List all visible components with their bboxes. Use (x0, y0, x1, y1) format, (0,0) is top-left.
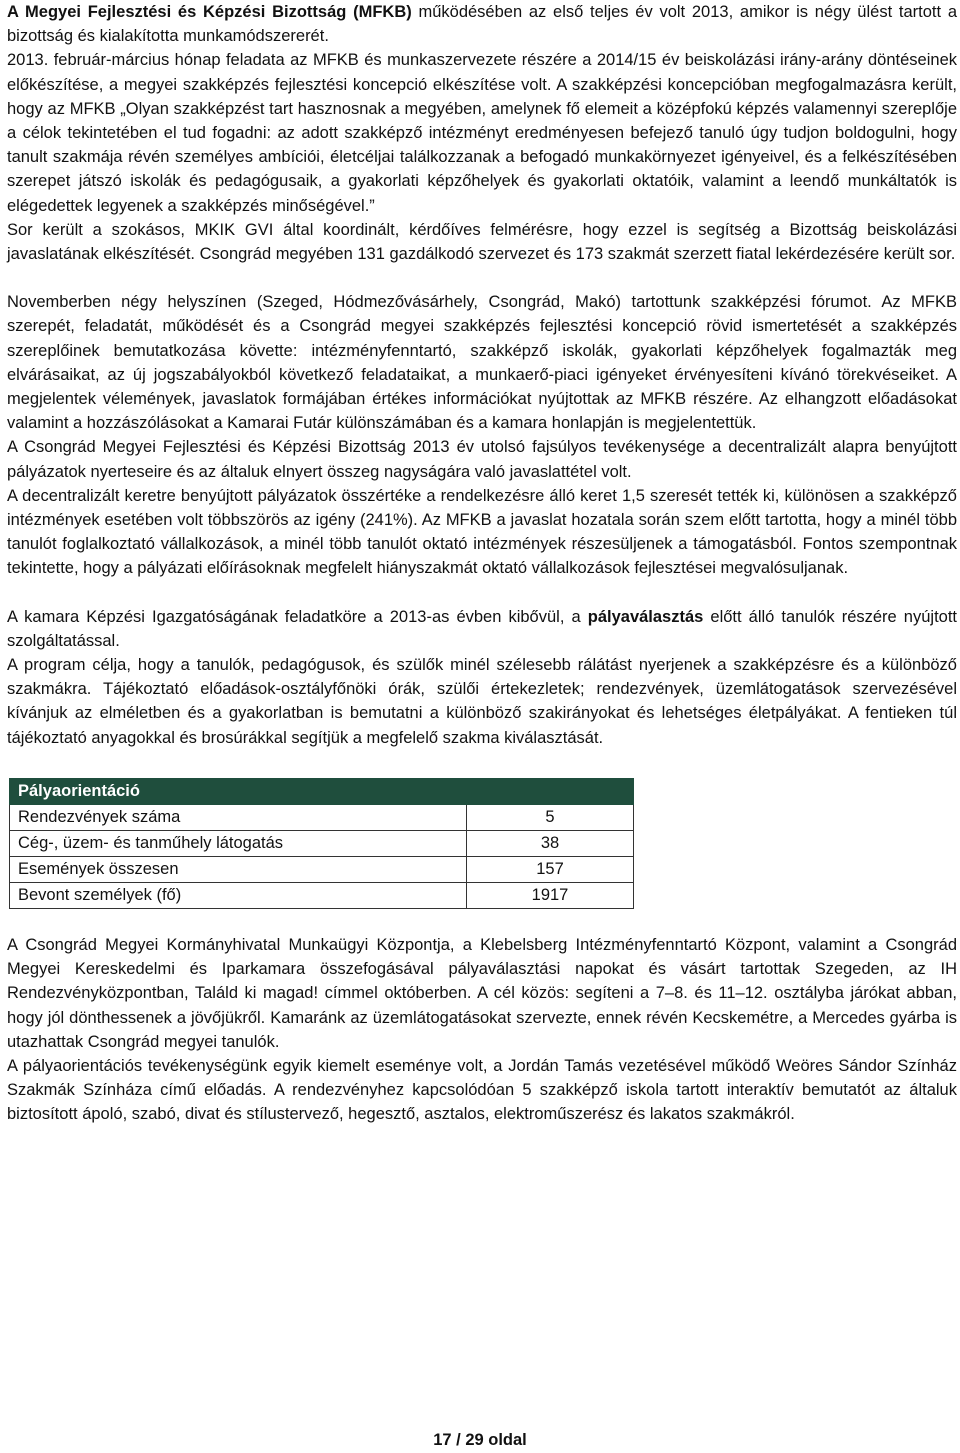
table-row-value: 5 (467, 804, 634, 830)
theatre-event-paragraph: A pályaorientációs tevékenységünk egyik kiemelt eseménye volt, a Jordán Tamás vezetésével működő Weöres Sándor Színház Szakmák Színháza című előadás. A rendezvényhez kapcsolódóan 5 szakképző iskola tartott interaktív bemutatót az általuk biztosított ápoló, szabó, divat és stílustervező, hegesztő, asztalos, elektroműszerész és lakatos szakmákról. (7, 1056, 957, 1124)
document-page (7, 0, 957, 1127)
table-row (10, 882, 634, 908)
survey-paragraph: Sor került a szokásos, MKIK GVI által koordinált, kérdőíves felmérésre, hogy ezzel is segítség a Bizottság beiskolázási javaslatának elkészítését. Csongrád megyében 131 gazdálkodó szervezet és 173 szakmát szerzett fiatal lekérdezésére került sor. (7, 220, 957, 264)
table-row-value: 1917 (467, 882, 634, 908)
career-guidance-bold: pályaválasztás (587, 607, 704, 626)
table-header: Pályaorientáció (10, 778, 634, 804)
table-row (10, 830, 634, 856)
intro-bold-text: A Megyei Fejlesztési és Képzési Bizottság (MFKB) (7, 3, 412, 21)
table-row-label: Bevont személyek (fő) (10, 882, 467, 908)
table-row (10, 856, 634, 882)
forum-paragraph: Novemberben négy helyszínen (Szeged, Hódmezővásárhely, Csongrád, Makó) tartottunk szakképzési fórumot. Az MFKB szerepét, feladatát, működését és a Csongrád megyei szakképzés fejlesztési koncepció rövid ismertetését a szakképzés szereplőinek bemutatkozása követte: intézményfenntartó, szakképző iskolák, gyakorlati képzőhelyek fogalmazták meg elvárásaikat, az új jogszabályokból következő feladataikat, a munkaerő-piaci igényeket érvényesíteni kívánó törekvéseiket. A megjelentek vélemények, javaslatok formájában értékes információkat nyújtottak az MFKB részére. Az elhangzott előadásokat valamint a hozzászólásokat a Kamarai Futár különszámában és a kamara honlapján is megjelentettük. (7, 293, 957, 433)
table-row (10, 804, 634, 830)
decentralized-fund-paragraph: A Csongrád Megyei Fejlesztési és Képzési Bizottság 2013 év utolsó fajsúlyos tevékenysége a decentralizált alapra benyújtott pályázatok nyerteseire és az általuk elnyert összeg nagyságára való javaslattétel volt. (7, 438, 957, 481)
table-row-label: Események összesen (10, 856, 467, 882)
career-days-paragraph: A Csongrád Megyei Kormányhivatal Munkaügyi Központja, a Klebelsberg Intézményfenntartó Központ, valamint a Csongrád Megyei Kereskedelmi és Iparkamara összefogásával pályaválasztási napokat és vásárt tartottak Szegeden, az IH Rendezvényközpontban, Találd ki magad! címmel októberben. A cél közös: segíteni a 7–8. és 11–12. osztályba járókat abban, hogy jól dönthessenek a jövőjükről. Kamaránk az üzemlátogatásokat szervezte, ennek révén Kecskemétre, a Mercedes gyárba is utazhattak Csongrád megyei tanulók. (7, 935, 957, 1051)
table-row-value: 38 (467, 830, 634, 856)
table-header-row (10, 778, 634, 804)
program-goal-paragraph: A program célja, hogy a tanulók, pedagógusok, és szülők minél szélesebb rálátást nyerjenek a szakképzésre és a különböző szakmákra. Tájékoztató előadások-osztályfőnöki órák, szülői értekezletek; rendezvények, üzemlátogatások szervezésével kívánjuk az elméletben és a gyakorlatban is bemutatni a különböző szakirányokat és lehetséges életpályákat. A fentieken túl tájékoztató anyagokkal és brosúrákkal segítjük a megfelelő szakma kiválasztását. (7, 656, 957, 747)
table-row-label: Rendezvények száma (10, 804, 467, 830)
career-guidance-text-post: előtt álló tanulók részére nyújtott szolgáltatással. (7, 607, 957, 650)
concept-paragraph: 2013. február-március hónap feladata az MFKB és munkaszervezete részére a 2014/15 év beiskolázási irány-arány döntéseinek előkészítése, a megyei szakképzés fejlesztési koncepció elkészítése volt. A szakképzési koncepcióban megfogalmazásra került, hogy az MFKB „Olyan szakképzést tart hasznosnak a megyében, amelynek fő elemeit a középfokú képzés valamennyi szereplője a célok tekintetében el tud fogadni: az adott szakképző intézményt eredményesen befejező tanuló úgy tudjon boldogulni, hogy tanult szakmája révén személyes ambíciói, életcéljai találkozzanak a befogadó munkakörnyezet igényeivel, és a felkészítésében szerepet játszó iskolák és pedagógusaik, a gyakorlati képzőhelyek és gyakorlati oktatóik, valamint a leendő munkáltatók is elégedettek legyenek a szakképzés minőségével.” (7, 51, 957, 215)
page-number: 17 / 29 oldal (433, 1431, 527, 1449)
intro-paragraph (7, 0, 957, 48)
table-row-label: Cég-, üzem- és tanműhely látogatás (10, 830, 467, 856)
table-row-value: 157 (467, 856, 634, 882)
career-guidance-paragraph (7, 605, 957, 653)
intro-text: működésében az első teljes év volt 2013, amikor is négy ülést tartott a bizottság és kialakította munkamódszererét. (7, 3, 957, 46)
applications-paragraph: A decentralizált keretre benyújtott pályázatok összértéke a rendelkezésre álló keret 1,5 szeresét tették ki, különösen a szakképző intézmények esetében volt többszörös az igény (241%). Az MFKB a javaslat hozatala során szem előtt tartotta, hogy a minél több tanulót foglalkoztató vállalkozások, a minél több tanulót oktató intézmények részesüljenek a támogatásból. Fontos szempontnak tekintette, hogy a pályázati előírásoknak megfelelt hiányszakmát oktató vállalkozások fejlesztései megvalósuljanak. (7, 486, 957, 578)
career-guidance-text-pre: A kamara Képzési Igazgatóságának feladatköre a 2013-as évben kibővül, a (7, 607, 588, 626)
career-orientation-table (9, 778, 634, 909)
